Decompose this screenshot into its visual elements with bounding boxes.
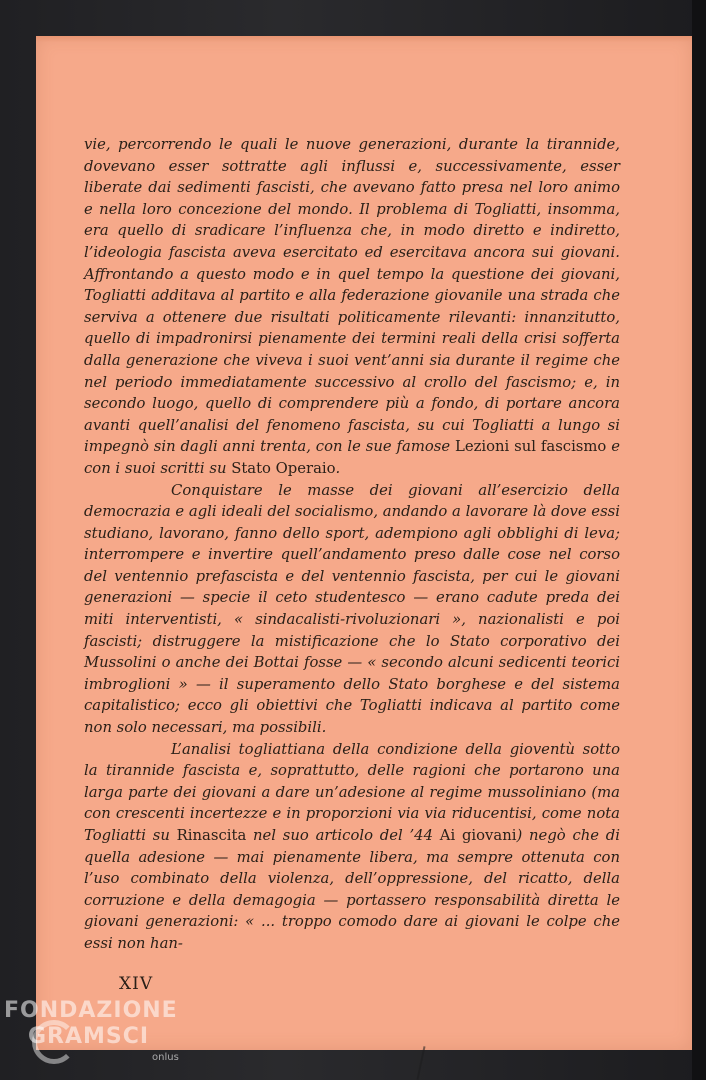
body-text [84, 134, 620, 955]
paragraph-2 [84, 480, 620, 739]
watermark-logo [4, 998, 204, 1068]
text-segment: vie, percorrendo le quali le nuove generazioni, durante la tirannide, dovevano esser sottratte agli influssi e, successivamente, esser liberate dai sedimenti fascisti, che avevano fatto presa nel loro animo e nella loro concezione del mondo. Il problema di Togliatti, insomma, era quello di sradicare l’influenza che, in modo diretto e indiretto, l’ideologia fascista aveva esercitato ed esercitava ancora sui giovani. Affrontando a questo modo e in quel tempo la questione dei giovani, Togliatti additava al partito e alla federazione giovanile una strada che serviva a ottenere due risultati politicamente rilevanti: innanzitutto, quello di impadronirsi pienamente dei termini reali della crisi sofferta dalla generazione che viveva i suoi vent’anni sia durante il regime che nel periodo immediatamente successivo al crollo del fascismo; e, in secondo luogo, quello di comprendere più a fondo, di portare ancora avanti quell’analisi del fenomeno fascista, su cui Togliatti a lungo si impegnò sin dagli anni trenta, con le sue famose [84, 136, 620, 456]
journal-title: Stato Operaio [231, 459, 336, 477]
watermark-line2: GRAMSCI [28, 1024, 150, 1049]
text-segment: ) negò che di quella adesione — mai pienamente libera, ma sempre ottenuta con l’uso combinato della violenza, dell’oppressione, del ricatto, della corruzione e della demagogia — portassero responsabilità diretta le giovani generazioni: « ... troppo comodo dare ai giovani le colpe che essi non han- [84, 827, 620, 952]
text-segment: e con i suoi scritti su [84, 438, 620, 477]
text-segment: nel suo articolo del ’44 [246, 827, 440, 844]
text-segment: Conquistare le masse dei giovani all’esercizio della democrazia e agli ideali del socialismo, andando a lavorare là dove essi studiano, lavorano, fanno dello sport, adempiono agli obblighi di leva; interrompere e invertire quell’andamento preso dalle cose nel corso del ventennio prefascista e del ventennio fascista, per cui le giovani generazioni — specie il ceto studentesco — erano cadute preda dei miti interventisti, « sindacalisti-rivoluzionari », nazionalisti e poi fascisti; distruggere la mistificazione che lo Stato corporativo dei Mussolini o anche dei Bottai fosse — « secondo alcuni sedicenti teorici imbroglioni » — il superamento dello Stato borghese e del sistema capitalistico; ecco gli obiettivi che Togliatti indicava al partito come non solo necessari, ma possibili. [84, 481, 620, 737]
paragraph-1 [84, 134, 620, 480]
page-number: XIV [119, 974, 154, 994]
watermark-line1: FONDAZIONE [4, 998, 178, 1023]
article-title: Ai giovani [439, 827, 517, 844]
watermark-sub: onlus [152, 1052, 179, 1063]
page-shadow [36, 36, 692, 42]
journal-title: Rinascita [176, 827, 247, 844]
text-segment: . [335, 459, 341, 477]
text-segment: L’analisi togliattiana della condizione della gioventù sotto la tirannide fascista e, soprattutto, delle ragioni che portarono una larga parte dei giovani a dare un’adesione al regime mussoliniano (ma con crescenti incertezze e in proporzioni via via riducentisi, come nota Togliatti su [84, 740, 620, 844]
scan-edge [692, 0, 706, 1080]
book-title: Lezioni sul fascismo [455, 438, 607, 456]
paragraph-3 [84, 739, 620, 955]
